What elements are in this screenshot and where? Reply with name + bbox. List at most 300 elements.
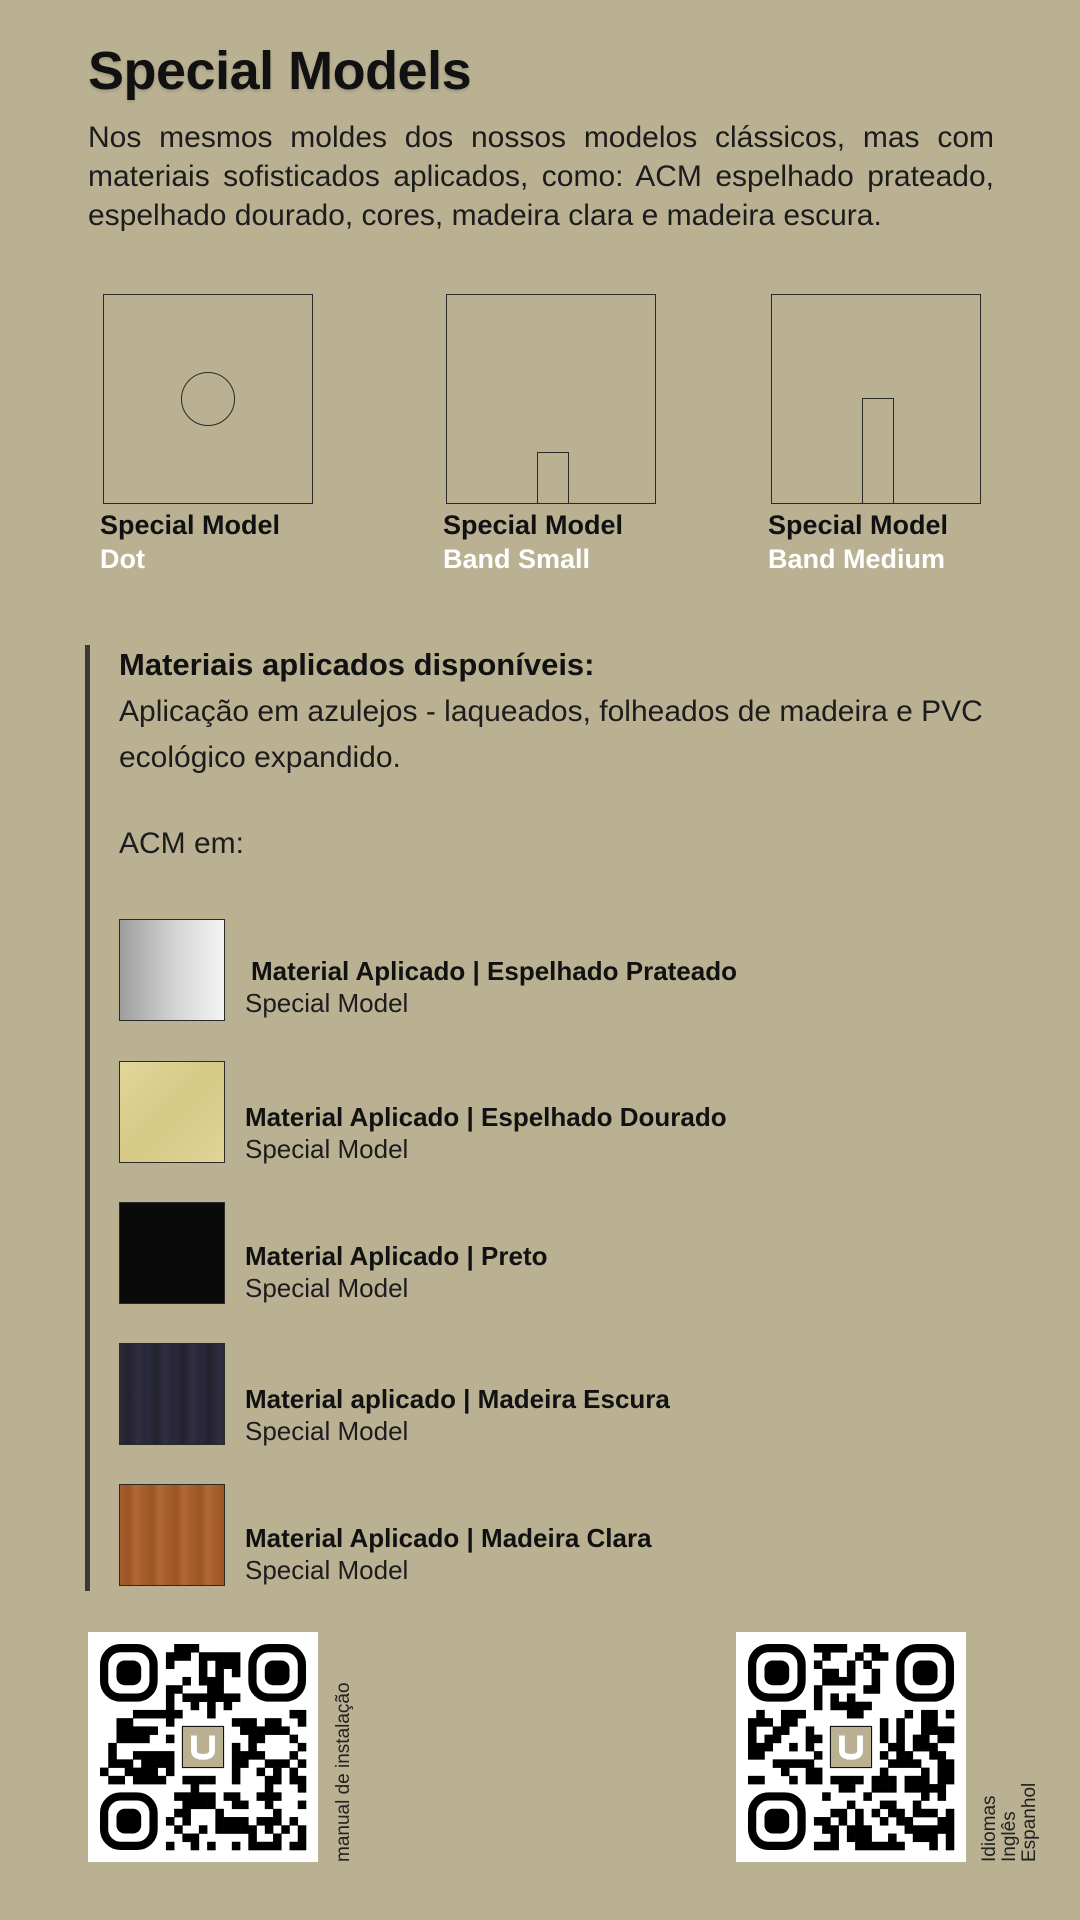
qr-module: [215, 1669, 224, 1678]
qr-module: [191, 1776, 200, 1785]
qr-module: [199, 1792, 208, 1801]
qr-module: [174, 1825, 183, 1834]
qr-module: [913, 1825, 922, 1834]
material-item-prateado: [119, 919, 737, 1021]
qr-module: [265, 1776, 274, 1785]
qr-module: [921, 1710, 930, 1719]
qr-code-languages[interactable]: [736, 1632, 966, 1862]
qr-module: [191, 1644, 200, 1653]
qr-module: [847, 1710, 856, 1719]
qr-module: [855, 1809, 864, 1818]
qr-module: [149, 1726, 158, 1735]
qr-module: [921, 1776, 930, 1785]
qr-module: [191, 1693, 200, 1702]
qr-module: [913, 1735, 922, 1744]
qr-module: [896, 1842, 905, 1851]
qr-module: [781, 1710, 790, 1719]
qr-module: [182, 1801, 191, 1810]
qr-module: [756, 1718, 765, 1727]
qr-logo: [182, 1726, 223, 1767]
model-band-medium: [768, 294, 981, 576]
qr-module: [830, 1644, 839, 1653]
qr-module: [880, 1776, 889, 1785]
qr-module: [298, 1834, 307, 1843]
qr-module: [847, 1834, 856, 1843]
qr-module: [182, 1809, 191, 1818]
qr-module: [100, 1768, 109, 1777]
qr-module: [232, 1842, 241, 1851]
black-swatch: [119, 1202, 225, 1304]
intro-paragraph: Nos mesmos moldes dos nossos modelos clássicos, mas com materiais sofisticados aplicados, como: ACM espelhado prateado, espelhado dourado, cores, madeira clara e madeira escura.: [88, 121, 994, 232]
qr-module: [199, 1677, 208, 1686]
qr-code-icon: [88, 1632, 318, 1862]
qr-module: [806, 1735, 815, 1744]
qr-module: [265, 1842, 274, 1851]
qr-module: [281, 1759, 290, 1768]
qr-module: [929, 1726, 938, 1735]
qr-module: [224, 1702, 233, 1711]
qr-module: [232, 1652, 241, 1661]
qr-module: [839, 1644, 848, 1653]
qr-module: [166, 1660, 175, 1669]
material-subtitle: Special Model: [245, 1416, 409, 1446]
qr-module: [946, 1817, 955, 1826]
qr-module: [108, 1759, 117, 1768]
qr-module: [814, 1751, 823, 1760]
qr-module: [215, 1660, 224, 1669]
qr-module: [905, 1825, 914, 1834]
qr-module: [265, 1718, 274, 1727]
qr-module: [158, 1710, 167, 1719]
qr-module: [814, 1693, 823, 1702]
qr-module: [273, 1834, 282, 1843]
qr-module: [199, 1693, 208, 1702]
qr-module: [822, 1677, 831, 1686]
qr-module: [166, 1751, 175, 1760]
material-item-preto: [119, 1202, 548, 1304]
qr-module: [789, 1759, 798, 1768]
qr-module: [116, 1759, 125, 1768]
qr-module: [116, 1718, 125, 1727]
qr-module: [913, 1801, 922, 1810]
qr-module: [108, 1743, 117, 1752]
qr-module: [789, 1743, 798, 1752]
qr-module: [839, 1817, 848, 1826]
qr-module: [166, 1702, 175, 1711]
qr-module: [158, 1751, 167, 1760]
qr-module: [880, 1726, 889, 1735]
qr-module: [938, 1735, 947, 1744]
qr-module: [830, 1693, 839, 1702]
qr-module: [265, 1726, 274, 1735]
qr-module: [929, 1825, 938, 1834]
qr-module: [913, 1743, 922, 1752]
qr-module: [166, 1685, 175, 1694]
qr-module: [839, 1702, 848, 1711]
qr-module: [108, 1751, 117, 1760]
qr-module: [116, 1776, 125, 1785]
qr-module: [240, 1817, 249, 1826]
qr-module: [905, 1817, 914, 1826]
qr-module: [215, 1652, 224, 1661]
qr-module: [921, 1768, 930, 1777]
qr-module: [880, 1784, 889, 1793]
qr-module: [125, 1759, 134, 1768]
material-item-madeira-clara: [119, 1484, 652, 1586]
qr-module: [265, 1817, 274, 1826]
qr-module: [855, 1776, 864, 1785]
qr-module: [191, 1702, 200, 1711]
qr-module: [281, 1726, 290, 1735]
qr-module: [863, 1660, 872, 1669]
qr-module: [232, 1718, 241, 1727]
qr-module: [880, 1768, 889, 1777]
qr-module: [149, 1768, 158, 1777]
qr-module: [773, 1726, 782, 1735]
qr-module: [946, 1825, 955, 1834]
qr-module: [182, 1652, 191, 1661]
qr-module: [125, 1718, 134, 1727]
qr-module: [166, 1842, 175, 1851]
material-title: Material Aplicado | Preto: [245, 1241, 548, 1271]
qr-module: [298, 1784, 307, 1793]
qr-module: [248, 1751, 257, 1760]
qr-module: [764, 1735, 773, 1744]
qr-module: [896, 1743, 905, 1752]
qr-module: [273, 1792, 282, 1801]
qr-module: [232, 1743, 241, 1752]
qr-module: [888, 1743, 897, 1752]
qr-module: [921, 1718, 930, 1727]
qr-module: [290, 1817, 299, 1826]
qr-module: [905, 1710, 914, 1719]
qr-module: [215, 1817, 224, 1826]
qr-module: [748, 1718, 757, 1727]
qr-module: [814, 1644, 823, 1653]
qr-module: [141, 1726, 150, 1735]
qr-module: [224, 1825, 233, 1834]
qr-module: [830, 1825, 839, 1834]
gold-mirror-swatch: [119, 1061, 225, 1163]
qr-module: [199, 1776, 208, 1785]
qr-module: [756, 1776, 765, 1785]
band-small-icon: [537, 452, 569, 504]
qr-module: [207, 1702, 216, 1711]
qr-module: [149, 1710, 158, 1719]
qr-module: [207, 1710, 216, 1719]
qr-module: [248, 1834, 257, 1843]
qr-module: [839, 1677, 848, 1686]
qr-module: [224, 1660, 233, 1669]
qr-module: [215, 1677, 224, 1686]
qr-module: [938, 1817, 947, 1826]
qr-module: [913, 1759, 922, 1768]
qr-module: [913, 1776, 922, 1785]
qr-module: [207, 1652, 216, 1661]
qr-finder: [900, 1648, 949, 1697]
qr-module: [133, 1768, 142, 1777]
qr-module: [257, 1842, 266, 1851]
qr-module: [174, 1652, 183, 1661]
qr-module: [265, 1759, 274, 1768]
qr-module: [199, 1669, 208, 1678]
qr-module: [281, 1825, 290, 1834]
qr-module: [133, 1751, 142, 1760]
qr-module: [822, 1669, 831, 1678]
qr-module: [855, 1834, 864, 1843]
qr-module: [888, 1776, 897, 1785]
qr-module: [174, 1792, 183, 1801]
qr-module: [232, 1825, 241, 1834]
dot-icon: [181, 372, 235, 426]
silver-mirror-swatch: [119, 919, 225, 1021]
qr-module: [224, 1792, 233, 1801]
qr-module: [290, 1710, 299, 1719]
qr-module: [806, 1743, 815, 1752]
qr-module: [814, 1817, 823, 1826]
qr-module: [814, 1842, 823, 1851]
qr-module: [921, 1825, 930, 1834]
qr-module: [248, 1718, 257, 1727]
qr-module: [207, 1801, 216, 1810]
qr-module: [830, 1677, 839, 1686]
qr-module: [863, 1792, 872, 1801]
qr-module: [880, 1801, 889, 1810]
qr-module: [125, 1726, 134, 1735]
qr-module: [298, 1825, 307, 1834]
qr-module: [232, 1669, 241, 1678]
qr-finder: [752, 1648, 801, 1697]
material-title: Material Aplicado | Espelhado Prateado: [251, 956, 737, 986]
qr-module: [182, 1792, 191, 1801]
qr-module: [814, 1660, 823, 1669]
materials-section: [85, 645, 1045, 1591]
qr-module: [905, 1776, 914, 1785]
qr-module: [806, 1768, 815, 1777]
qr-module: [896, 1817, 905, 1826]
qr-module: [141, 1759, 150, 1768]
qr-module: [207, 1842, 216, 1851]
qr-module: [822, 1644, 831, 1653]
qr-module: [822, 1652, 831, 1661]
qr-module: [298, 1718, 307, 1727]
qr-module: [215, 1809, 224, 1818]
qr-module: [872, 1685, 881, 1694]
qr-module: [806, 1726, 815, 1735]
qr-module: [240, 1825, 249, 1834]
qr-caption-languages: [980, 1783, 1040, 1862]
qr-module: [265, 1825, 274, 1834]
qr-module: [133, 1776, 142, 1785]
materials-heading: Materiais aplicados disponíveis:: [119, 647, 595, 682]
qr-module: [863, 1644, 872, 1653]
material-subtitle: Special Model: [245, 1273, 409, 1303]
qr-module: [921, 1834, 930, 1843]
qr-module: [232, 1759, 241, 1768]
qr-module: [248, 1735, 257, 1744]
qr-module: [764, 1743, 773, 1752]
qr-module: [921, 1784, 930, 1793]
qr-module: [232, 1801, 241, 1810]
qr-module: [863, 1702, 872, 1711]
model-dot-diagram: [103, 294, 313, 504]
qr-module: [863, 1825, 872, 1834]
qr-module: [116, 1735, 125, 1744]
qr-module: [756, 1710, 765, 1719]
qr-module: [191, 1801, 200, 1810]
qr-module: [814, 1776, 823, 1785]
qr-module: [232, 1660, 241, 1669]
qr-module: [863, 1842, 872, 1851]
qr-module: [240, 1759, 249, 1768]
qr-module: [921, 1743, 930, 1752]
qr-module: [166, 1817, 175, 1826]
qr-module: [847, 1776, 856, 1785]
qr-module: [822, 1817, 831, 1826]
qr-module: [872, 1677, 881, 1686]
qr-module: [781, 1759, 790, 1768]
model-label: Special Model: [768, 510, 949, 540]
qr-module: [946, 1759, 955, 1768]
qr-module: [938, 1792, 947, 1801]
dark-wood-swatch: [119, 1343, 225, 1445]
qr-module: [257, 1735, 266, 1744]
qr-module: [182, 1693, 191, 1702]
qr-module: [855, 1702, 864, 1711]
qr-module: [207, 1776, 216, 1785]
qr-module: [797, 1710, 806, 1719]
qr-module: [174, 1685, 183, 1694]
qr-module: [872, 1669, 881, 1678]
qr-module: [257, 1726, 266, 1735]
qr-module: [847, 1669, 856, 1678]
qr-module: [116, 1726, 125, 1735]
qr-module: [166, 1718, 175, 1727]
qr-module: [913, 1834, 922, 1843]
qr-module: [880, 1842, 889, 1851]
qr-module: [830, 1776, 839, 1785]
qr-module: [905, 1759, 914, 1768]
qr-module: [248, 1842, 257, 1851]
qr-module: [855, 1825, 864, 1834]
qr-module: [847, 1693, 856, 1702]
qr-module: [191, 1842, 200, 1851]
qr-module: [166, 1652, 175, 1661]
qr-module: [149, 1776, 158, 1785]
qr-module: [240, 1751, 249, 1760]
qr-module: [265, 1792, 274, 1801]
qr-module: [830, 1834, 839, 1843]
qr-module: [839, 1784, 848, 1793]
qr-module: [232, 1817, 241, 1826]
qr-module: [872, 1784, 881, 1793]
qr-module: [830, 1702, 839, 1711]
qr-module: [814, 1768, 823, 1777]
qr-module: [888, 1809, 897, 1818]
qr-module: [133, 1710, 142, 1719]
qr-module: [265, 1784, 274, 1793]
qr-module: [839, 1809, 848, 1818]
page-title: Special Models: [88, 41, 472, 101]
qr-module: [855, 1817, 864, 1826]
qr-module: [938, 1726, 947, 1735]
qr-module: [913, 1809, 922, 1818]
qr-module: [921, 1735, 930, 1744]
qr-module: [166, 1759, 175, 1768]
qr-module: [929, 1842, 938, 1851]
qr-module: [191, 1784, 200, 1793]
qr-module: [224, 1652, 233, 1661]
qr-caption-line: Espanhol: [1019, 1782, 1040, 1862]
qr-module: [847, 1784, 856, 1793]
qr-module: [133, 1726, 142, 1735]
qr-module: [938, 1751, 947, 1760]
materials-description: Aplicação em azulejos - laqueados, folheados de madeira e PVC ecológico expandido.: [119, 695, 983, 774]
qr-module: [880, 1817, 889, 1826]
qr-module: [290, 1768, 299, 1777]
qr-module: [921, 1809, 930, 1818]
qr-module: [166, 1693, 175, 1702]
material-item-dourado: [119, 1061, 727, 1164]
qr-module: [158, 1759, 167, 1768]
qr-module: [273, 1726, 282, 1735]
qr-module: [240, 1726, 249, 1735]
qr-module: [872, 1644, 881, 1653]
qr-module: [240, 1718, 249, 1727]
qr-module: [946, 1776, 955, 1785]
material-title: Material Aplicado | Madeira Clara: [245, 1523, 652, 1553]
qr-module: [166, 1710, 175, 1719]
qr-module: [257, 1817, 266, 1826]
material-title: Material aplicado | Madeira Escura: [245, 1384, 670, 1414]
qr-module: [847, 1825, 856, 1834]
qr-module: [847, 1660, 856, 1669]
qr-module: [855, 1710, 864, 1719]
qr-module: [781, 1718, 790, 1727]
qr-module: [290, 1735, 299, 1744]
qr-module: [199, 1801, 208, 1810]
qr-module: [896, 1751, 905, 1760]
qr-module: [938, 1759, 947, 1768]
qr-module: [248, 1825, 257, 1834]
qr-module: [938, 1784, 947, 1793]
qr-module: [929, 1784, 938, 1793]
qr-module: [921, 1726, 930, 1735]
qr-module: [273, 1768, 282, 1777]
qr-module: [913, 1784, 922, 1793]
qr-module: [938, 1825, 947, 1834]
qr-code-installation-manual[interactable]: [88, 1632, 318, 1862]
qr-module: [174, 1809, 183, 1818]
qr-module: [946, 1710, 955, 1719]
qr-module: [141, 1751, 150, 1760]
qr-module: [822, 1842, 831, 1851]
model-variant: Band Small: [443, 544, 591, 574]
qr-module: [257, 1768, 266, 1777]
qr-module: [855, 1652, 864, 1661]
qr-module: [789, 1718, 798, 1727]
qr-module: [273, 1776, 282, 1785]
qr-module: [125, 1735, 134, 1744]
qr-module: [174, 1644, 183, 1653]
qr-module: [905, 1751, 914, 1760]
qr-module: [141, 1776, 150, 1785]
qr-module: [896, 1726, 905, 1735]
qr-module: [298, 1759, 307, 1768]
qr-module: [748, 1735, 757, 1744]
qr-module: [257, 1792, 266, 1801]
qr-logo: [830, 1726, 871, 1767]
